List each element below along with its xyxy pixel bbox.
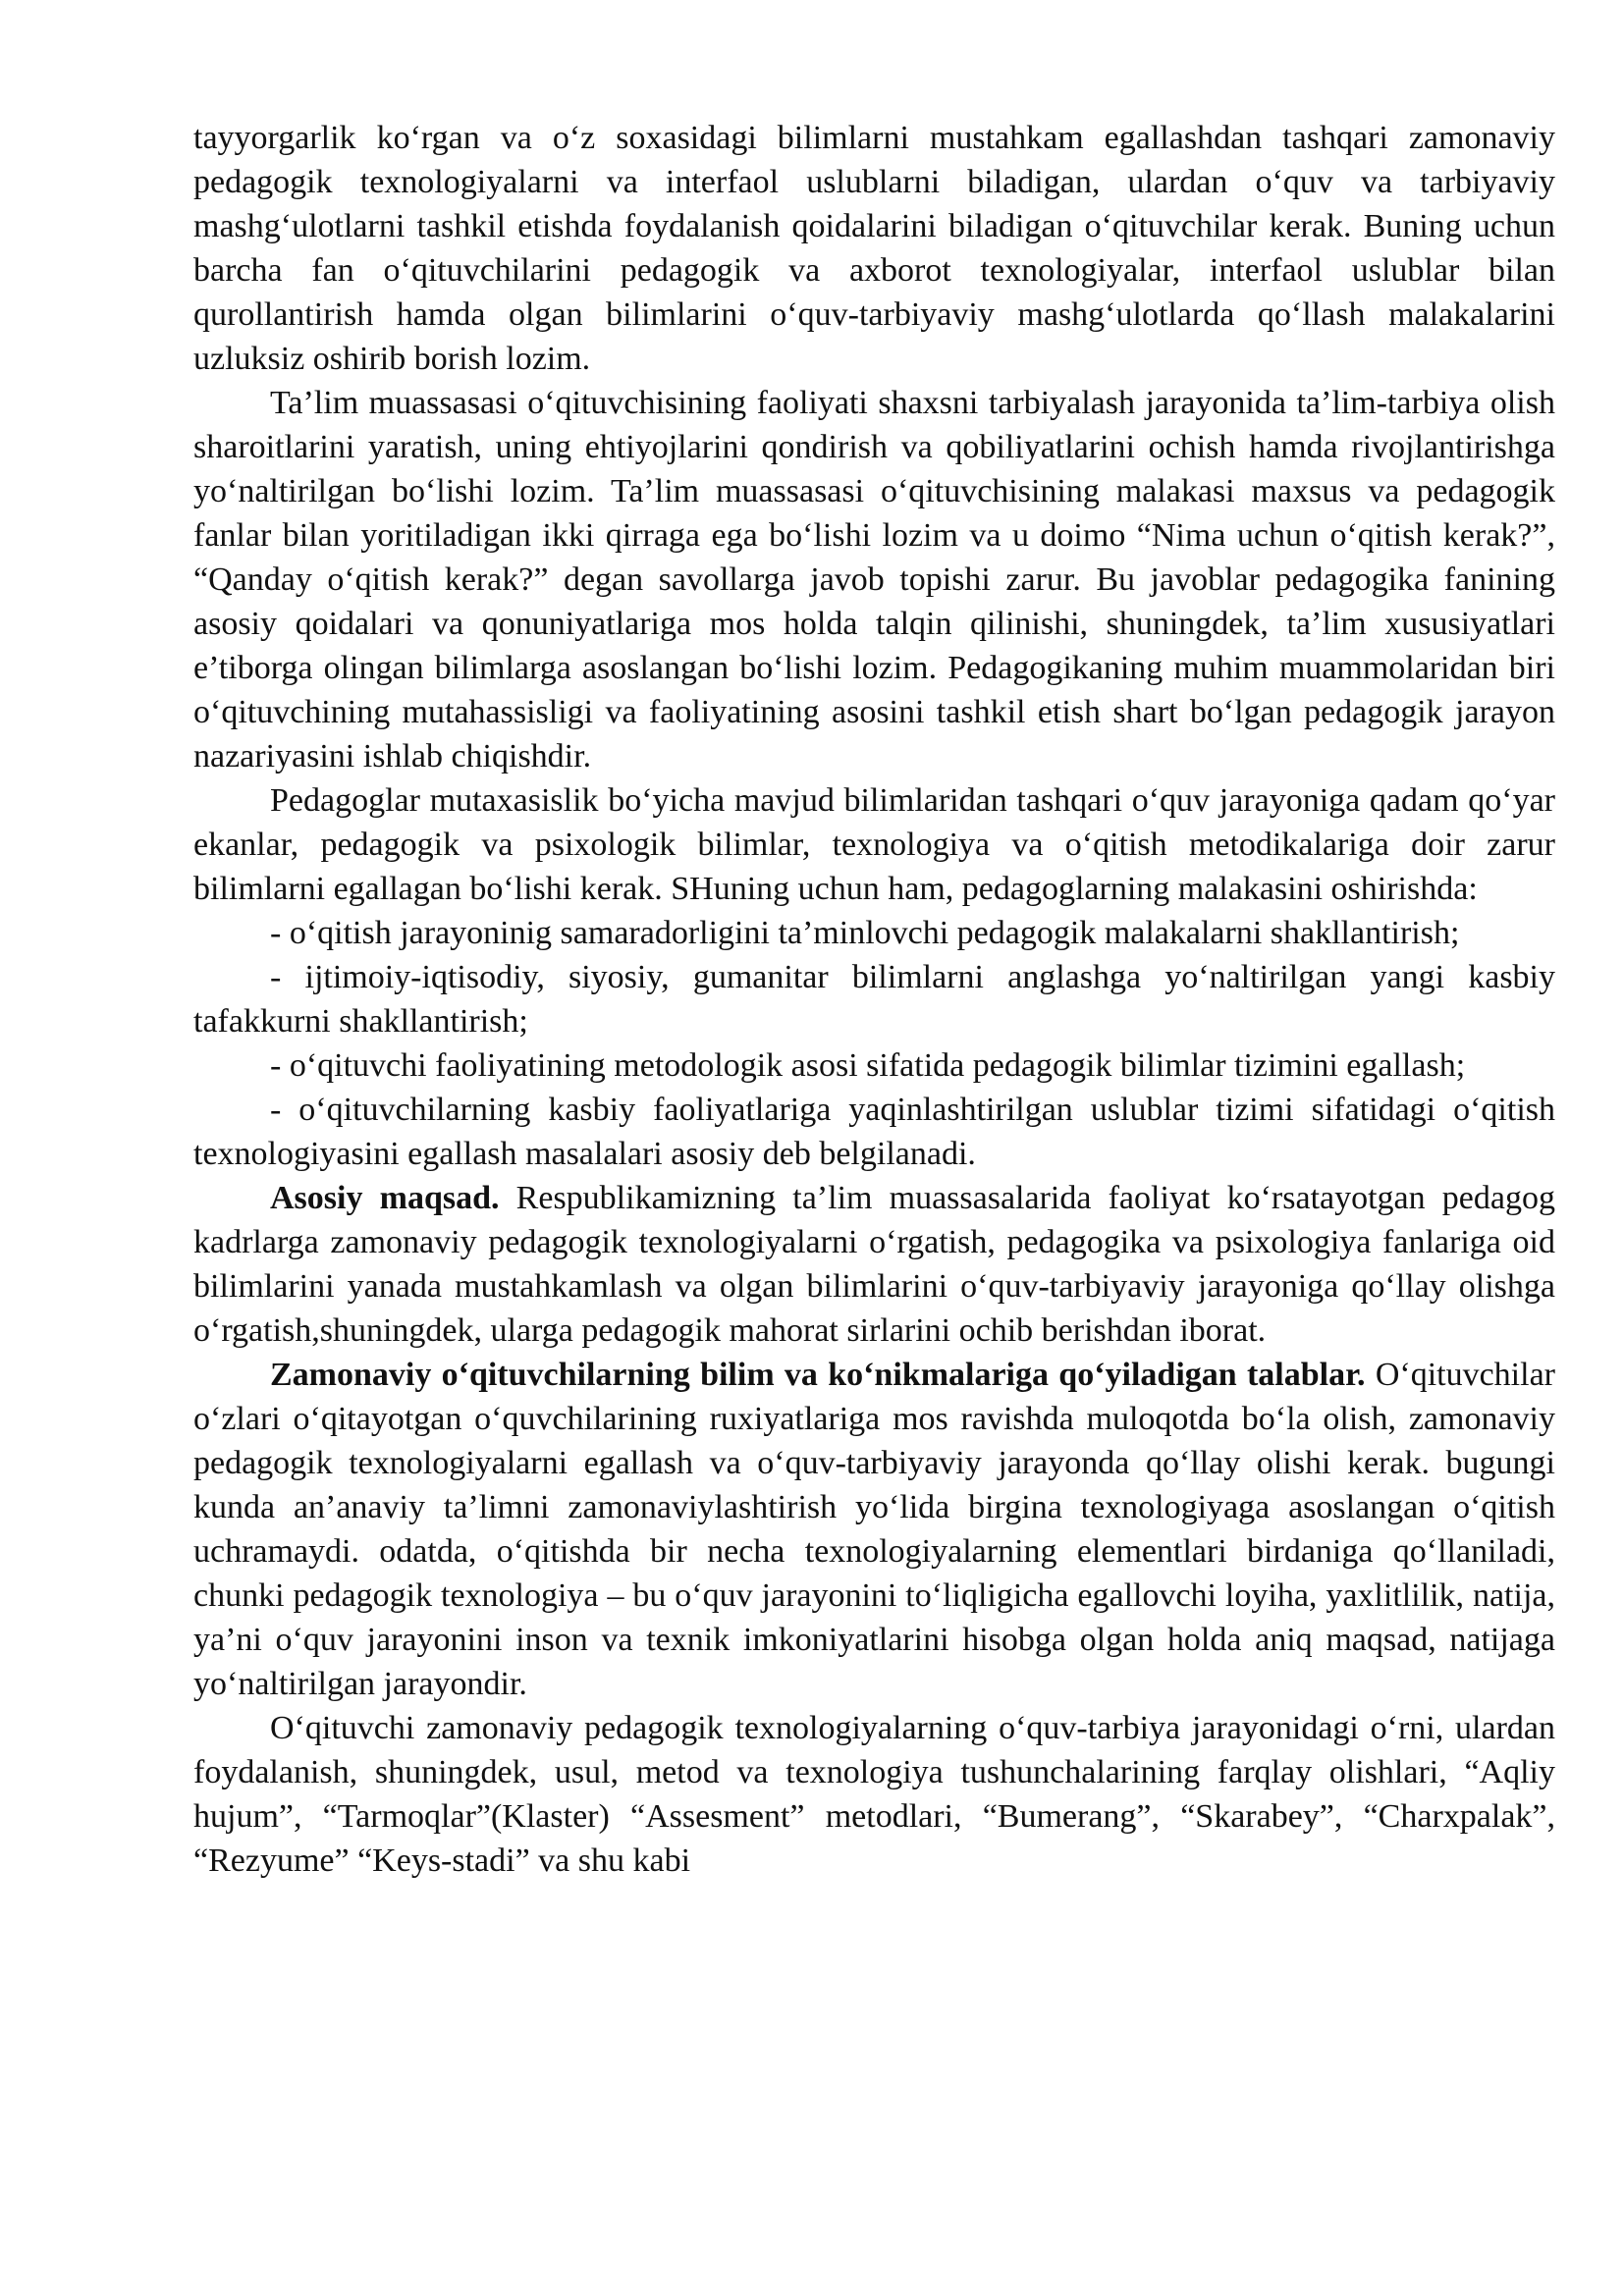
paragraph-main-goal: [193, 1176, 1555, 1353]
paragraph-3: Pedagoglar mutaxasislik bo‘yicha mavjud bilimlaridan tashqari o‘quv jarayoniga qadam qo‘yar ekanlar, pedagogik va psixologik bilimlar, texnologiya va o‘qitish metodikalariga doir zarur bilimlarni egallagan bo‘lishi kerak. SHuning uchun ham, pedagoglarning malakasini oshirishda:: [193, 782, 1555, 907]
paragraph-6: O‘qituvchi zamonaviy pedagogik texnologiyalarning o‘quv-tarbiya jarayonidagi o‘rni, ulardan foydalanish, shuningdek, usul, metod va texnologiya tushunchalarining farqlay olishlari, “Aqliy hujum”, “Tarmoqlar”(Klaster) “Assesment” metodlari, “Bumerang”, “Skarabey”, “Charxpalak”, “Rezyume” “Keys-stadi” va shu kabi: [193, 1710, 1555, 1879]
list-item-3: - o‘qituvchi faoliyatining metodologik asosi sifatida pedagogik bilimlar tizimini egallash;: [270, 1047, 1466, 1084]
requirements-heading: Zamonaviy o‘qituvchilarning bilim va ko‘nikmalariga qo‘yiladigan talablar.: [270, 1357, 1366, 1393]
document-page: [193, 116, 1555, 1883]
paragraph-requirements: [193, 1353, 1555, 1706]
paragraph-1: tayyorgarlik ko‘rgan va o‘z soxasidagi bilimlarni mustahkam egallashdan tashqari zamonaviy pedagogik texnologiyalarni va interfaol uslublarni biladigan, ulardan o‘quv va tarbiyaviy mashg‘ulotlarni tashkil etishda foydalanish qoidalarini biladigan o‘qituvchilar kerak. Buning uchun barcha fan o‘qituvchilarini pedagogik va axborot texnologiyalar, interfaol uslublar bilan qurollantirish hamda olgan bilimlarini o‘quv-tarbiyaviy mashg‘ulotlarda qo‘llash malakalarini uzluksiz oshirib borish lozim.: [193, 120, 1555, 377]
main-goal-text: Respublikamizning ta’lim muassasalarida faoliyat ko‘rsatayotgan pedagog kadrlarga zamonaviy pedagogik texnologiyalarni o‘rgatish, pedagogika va psixologiya fanlariga oid bilimlarini yanada mustahkamlash va olgan bilimlarini o‘quv-tarbiyaviy jarayoniga qo‘llay olishga o‘rgatish,shuningdek, ularga pedagogik mahorat sirlarini ochib berishdan iborat.: [193, 1180, 1555, 1349]
paragraph-2: Ta’lim muassasasi o‘qituvchisining faoliyati shaxsni tarbiyalash jarayonida ta’lim-tarbiya olish sharoitlarini yaratish, uning ehtiyojlarini qondirish va qobiliyatlarini ochish hamda rivojlantirishga yo‘naltirilgan bo‘lishi lozim. Ta’lim muassasasi o‘qituvchisining malakasi maxsus va pedagogik fanlar bilan yoritiladigan ikki qirraga ega bo‘lishi lozim va u doimo “Nima uchun o‘qitish kerak?”, “Qanday o‘qitish kerak?” degan savollarga javob topishi zarur. Bu javoblar pedagogika fanining asosiy qoidalari va qonuniyatlariga mos holda talqin qilinishi, shuningdek, ta’lim xususiyatlari e’tiborga olingan bilimlarga asoslangan bo‘lishi lozim. Pedagogikaning muhim muammolaridan biri o‘qituvchining mutahassisligi va faoliyatining asosini tashkil etish shart bo‘lgan pedagogik jarayon nazariyasini ishlab chiqishdir.: [193, 385, 1555, 774]
list-item-1: - o‘qitish jarayoninig samaradorligini ta’minlovchi pedagogik malakalarni shakllantirish;: [270, 915, 1460, 951]
main-goal-heading: Asosiy maqsad.: [270, 1180, 500, 1216]
list-item-2: - ijtimoiy-iqtisodiy, siyosiy, gumanitar bilimlarni anglashga yo‘naltirilgan yangi kasbiy tafakkurni shakllantirish;: [193, 959, 1555, 1040]
requirements-text: O‘qituvchilar o‘zlari o‘qitayotgan o‘quvchilarining ruxiyatlariga mos ravishda muloqotda bo‘la olish, zamonaviy pedagogik texnologiyalarni egallash va o‘quv-tarbiyaviy jarayonda qo‘llay olishi kerak. bugungi kunda an’anaviy ta’limni zamonaviylashtirish yo‘lida birgina texnologiyaga asoslangan o‘qitish uchramaydi. odatda, o‘qitishda bir necha texnologiyalarning elementlari birdaniga qo‘llaniladi, chunki pedagogik texnologiya – bu o‘quv jarayonini to‘liqligicha egallovchi loyiha, yaxlitlilik, natija, ya’ni o‘quv jarayonini inson va texnik imkoniyatlarini hisobga olgan holda aniq maqsad, natijaga yo‘naltirilgan jarayondir.: [193, 1357, 1555, 1702]
list-item-4: - o‘qituvchilarning kasbiy faoliyatlariga yaqinlashtirilgan uslublar tizimi sifatidagi o‘qitish texnologiyasini egallash masalalari asosiy deb belgilanadi.: [193, 1092, 1555, 1172]
